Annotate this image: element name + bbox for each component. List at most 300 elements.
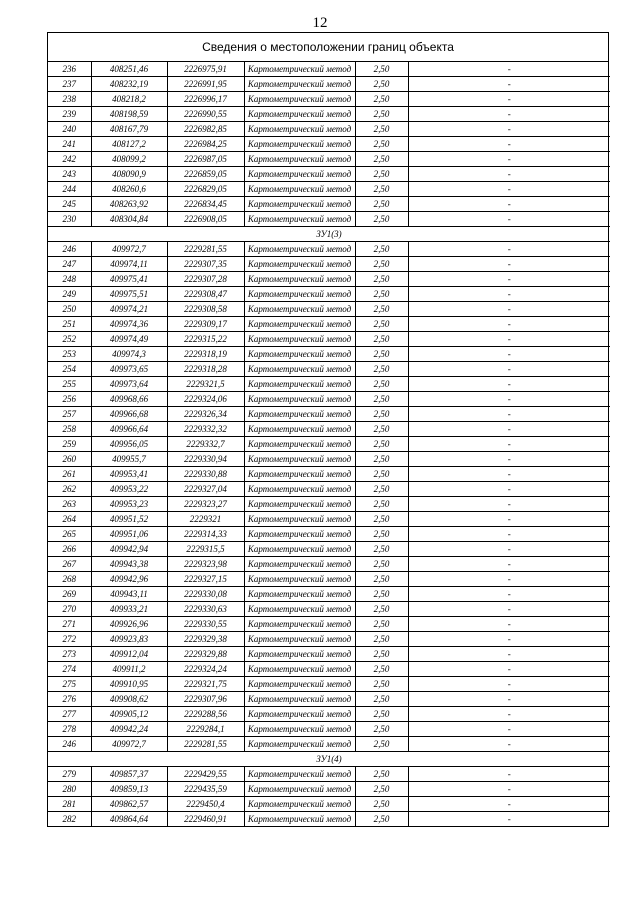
y-coordinate-cell: 2229318,28 <box>167 362 244 377</box>
method-cell: Картометрический метод <box>244 512 355 527</box>
method-cell: Картометрический метод <box>244 362 355 377</box>
y-coordinate-cell: 2229330,08 <box>167 587 244 602</box>
description-cell: - <box>408 767 610 782</box>
method-cell: Картометрический метод <box>244 347 355 362</box>
x-coordinate-cell: 409953,23 <box>91 497 167 512</box>
table-row <box>48 272 610 287</box>
y-coordinate-cell: 2226834,45 <box>167 197 244 212</box>
x-coordinate-cell: 409942,24 <box>91 722 167 737</box>
point-number-cell: 246 <box>48 737 91 752</box>
accuracy-cell: 2,50 <box>355 182 408 197</box>
accuracy-cell: 2,50 <box>355 497 408 512</box>
point-number-cell: 244 <box>48 182 91 197</box>
table-row <box>48 737 610 752</box>
x-coordinate-cell: 409973,65 <box>91 362 167 377</box>
accuracy-cell: 2,50 <box>355 347 408 362</box>
accuracy-cell: 2,50 <box>355 62 408 77</box>
description-cell: - <box>408 212 610 227</box>
y-coordinate-cell: 2229315,22 <box>167 332 244 347</box>
method-cell: Картометрический метод <box>244 467 355 482</box>
point-number-cell: 247 <box>48 257 91 272</box>
description-cell: - <box>408 482 610 497</box>
method-cell: Картометрический метод <box>244 647 355 662</box>
accuracy-cell: 2,50 <box>355 572 408 587</box>
description-cell: - <box>408 722 610 737</box>
y-coordinate-cell: 2229332,32 <box>167 422 244 437</box>
y-coordinate-cell: 2226987,05 <box>167 152 244 167</box>
x-coordinate-cell: 409953,22 <box>91 482 167 497</box>
method-cell: Картометрический метод <box>244 662 355 677</box>
table-row <box>48 497 610 512</box>
y-coordinate-cell: 2226990,55 <box>167 107 244 122</box>
accuracy-cell: 2,50 <box>355 812 408 827</box>
accuracy-cell: 2,50 <box>355 707 408 722</box>
table-row <box>48 137 610 152</box>
x-coordinate-cell: 409910,95 <box>91 677 167 692</box>
y-coordinate-cell: 2229327,04 <box>167 482 244 497</box>
table-row <box>48 167 610 182</box>
y-coordinate-cell: 2229321,5 <box>167 377 244 392</box>
accuracy-cell: 2,50 <box>355 197 408 212</box>
y-coordinate-cell: 2229323,27 <box>167 497 244 512</box>
table-row <box>48 767 610 782</box>
description-cell: - <box>408 782 610 797</box>
table-row <box>48 152 610 167</box>
method-cell: Картометрический метод <box>244 77 355 92</box>
accuracy-cell: 2,50 <box>355 107 408 122</box>
method-cell: Картометрический метод <box>244 107 355 122</box>
accuracy-cell: 2,50 <box>355 377 408 392</box>
point-number-cell: 282 <box>48 812 91 827</box>
table-row <box>48 812 610 827</box>
accuracy-cell: 2,50 <box>355 92 408 107</box>
method-cell: Картометрический метод <box>244 707 355 722</box>
table-row <box>48 482 610 497</box>
accuracy-cell: 2,50 <box>355 737 408 752</box>
y-coordinate-cell: 2226908,05 <box>167 212 244 227</box>
table-row <box>48 407 610 422</box>
method-cell: Картометрический метод <box>244 812 355 827</box>
table-row <box>48 287 610 302</box>
description-cell: - <box>408 527 610 542</box>
description-cell: - <box>408 437 610 452</box>
y-coordinate-cell: 2229318,19 <box>167 347 244 362</box>
accuracy-cell: 2,50 <box>355 77 408 92</box>
table-row <box>48 557 610 572</box>
y-coordinate-cell: 2229315,5 <box>167 542 244 557</box>
accuracy-cell: 2,50 <box>355 212 408 227</box>
table-row <box>48 512 610 527</box>
point-number-cell: 240 <box>48 122 91 137</box>
x-coordinate-cell: 409943,38 <box>91 557 167 572</box>
accuracy-cell: 2,50 <box>355 437 408 452</box>
x-coordinate-cell: 409974,3 <box>91 347 167 362</box>
table-row <box>48 242 610 257</box>
method-cell: Картометрический метод <box>244 377 355 392</box>
accuracy-cell: 2,50 <box>355 662 408 677</box>
method-cell: Картометрический метод <box>244 197 355 212</box>
table-row <box>48 77 610 92</box>
table-title: Сведения о местоположении границ объекта <box>48 33 608 62</box>
table-row <box>48 332 610 347</box>
accuracy-cell: 2,50 <box>355 467 408 482</box>
point-number-cell: 238 <box>48 92 91 107</box>
point-number-cell: 261 <box>48 467 91 482</box>
x-coordinate-cell: 408099,2 <box>91 152 167 167</box>
method-cell: Картометрический метод <box>244 482 355 497</box>
description-cell: - <box>408 542 610 557</box>
method-cell: Картометрический метод <box>244 257 355 272</box>
accuracy-cell: 2,50 <box>355 797 408 812</box>
description-cell: - <box>408 272 610 287</box>
y-coordinate-cell: 2229309,17 <box>167 317 244 332</box>
description-cell: - <box>408 452 610 467</box>
y-coordinate-cell: 2229288,56 <box>167 707 244 722</box>
accuracy-cell: 2,50 <box>355 407 408 422</box>
y-coordinate-cell: 2229460,91 <box>167 812 244 827</box>
accuracy-cell: 2,50 <box>355 482 408 497</box>
accuracy-cell: 2,50 <box>355 557 408 572</box>
table-row <box>48 797 610 812</box>
description-cell: - <box>408 632 610 647</box>
method-cell: Картометрический метод <box>244 497 355 512</box>
method-cell: Картометрический метод <box>244 317 355 332</box>
description-cell: - <box>408 182 610 197</box>
x-coordinate-cell: 409956,05 <box>91 437 167 452</box>
table-row <box>48 527 610 542</box>
method-cell: Картометрический метод <box>244 62 355 77</box>
method-cell: Картометрический метод <box>244 92 355 107</box>
coordinates-table <box>48 62 610 826</box>
table-row <box>48 452 610 467</box>
point-number-cell: 258 <box>48 422 91 437</box>
y-coordinate-cell: 2229326,34 <box>167 407 244 422</box>
point-number-cell: 269 <box>48 587 91 602</box>
x-coordinate-cell: 409912,04 <box>91 647 167 662</box>
point-number-cell: 248 <box>48 272 91 287</box>
point-number-cell: 266 <box>48 542 91 557</box>
description-cell: - <box>408 497 610 512</box>
accuracy-cell: 2,50 <box>355 287 408 302</box>
table-row <box>48 377 610 392</box>
point-number-cell: 236 <box>48 62 91 77</box>
table-row <box>48 257 610 272</box>
method-cell: Картометрический метод <box>244 767 355 782</box>
x-coordinate-cell: 409926,96 <box>91 617 167 632</box>
accuracy-cell: 2,50 <box>355 677 408 692</box>
accuracy-cell: 2,50 <box>355 122 408 137</box>
table-row <box>48 212 610 227</box>
x-coordinate-cell: 409942,96 <box>91 572 167 587</box>
point-number-cell: 245 <box>48 197 91 212</box>
description-cell: - <box>408 797 610 812</box>
y-coordinate-cell: 2229308,58 <box>167 302 244 317</box>
method-cell: Картометрический метод <box>244 587 355 602</box>
description-cell: - <box>408 587 610 602</box>
x-coordinate-cell: 409966,64 <box>91 422 167 437</box>
method-cell: Картометрический метод <box>244 287 355 302</box>
x-coordinate-cell: 408304,84 <box>91 212 167 227</box>
accuracy-cell: 2,50 <box>355 302 408 317</box>
point-number-cell: 253 <box>48 347 91 362</box>
accuracy-cell: 2,50 <box>355 257 408 272</box>
description-cell: - <box>408 377 610 392</box>
x-coordinate-cell: 409951,06 <box>91 527 167 542</box>
x-coordinate-cell: 409911,2 <box>91 662 167 677</box>
accuracy-cell: 2,50 <box>355 332 408 347</box>
point-number-cell: 249 <box>48 287 91 302</box>
y-coordinate-cell: 2229321,75 <box>167 677 244 692</box>
x-coordinate-cell: 409968,66 <box>91 392 167 407</box>
y-coordinate-cell: 2229435,59 <box>167 782 244 797</box>
table-row <box>48 722 610 737</box>
table-row <box>48 422 610 437</box>
method-cell: Картометрический метод <box>244 572 355 587</box>
y-coordinate-cell: 2226859,05 <box>167 167 244 182</box>
point-number-cell: 250 <box>48 302 91 317</box>
description-cell: - <box>408 167 610 182</box>
point-number-cell: 272 <box>48 632 91 647</box>
y-coordinate-cell: 2229307,96 <box>167 692 244 707</box>
x-coordinate-cell: 408167,79 <box>91 122 167 137</box>
point-number-cell: 237 <box>48 77 91 92</box>
table-row <box>48 647 610 662</box>
y-coordinate-cell: 2226829,05 <box>167 182 244 197</box>
description-cell: - <box>408 107 610 122</box>
table-row <box>48 707 610 722</box>
method-cell: Картометрический метод <box>244 737 355 752</box>
x-coordinate-cell: 409923,83 <box>91 632 167 647</box>
x-coordinate-cell: 409953,41 <box>91 467 167 482</box>
description-cell: - <box>408 302 610 317</box>
accuracy-cell: 2,50 <box>355 152 408 167</box>
description-cell: - <box>408 62 610 77</box>
table-row <box>48 182 610 197</box>
method-cell: Картометрический метод <box>244 182 355 197</box>
x-coordinate-cell: 409972,7 <box>91 242 167 257</box>
point-number-cell: 280 <box>48 782 91 797</box>
description-cell: - <box>408 122 610 137</box>
method-cell: Картометрический метод <box>244 272 355 287</box>
section-label: ЗУ1(4) <box>48 752 610 767</box>
description-cell: - <box>408 77 610 92</box>
point-number-cell: 271 <box>48 617 91 632</box>
x-coordinate-cell: 409955,7 <box>91 452 167 467</box>
point-number-cell: 264 <box>48 512 91 527</box>
method-cell: Картометрический метод <box>244 137 355 152</box>
accuracy-cell: 2,50 <box>355 392 408 407</box>
x-coordinate-cell: 409857,37 <box>91 767 167 782</box>
table-row <box>48 632 610 647</box>
x-coordinate-cell: 408090,9 <box>91 167 167 182</box>
table-body <box>48 62 610 826</box>
point-number-cell: 257 <box>48 407 91 422</box>
table-row <box>48 392 610 407</box>
table-row <box>48 62 610 77</box>
description-cell: - <box>408 347 610 362</box>
point-number-cell: 262 <box>48 482 91 497</box>
y-coordinate-cell: 2229284,1 <box>167 722 244 737</box>
table-row <box>48 662 610 677</box>
y-coordinate-cell: 2229332,7 <box>167 437 244 452</box>
accuracy-cell: 2,50 <box>355 317 408 332</box>
table-row <box>48 617 610 632</box>
y-coordinate-cell: 2229314,33 <box>167 527 244 542</box>
description-cell: - <box>408 407 610 422</box>
y-coordinate-cell: 2229329,38 <box>167 632 244 647</box>
x-coordinate-cell: 409951,52 <box>91 512 167 527</box>
point-number-cell: 281 <box>48 797 91 812</box>
method-cell: Картометрический метод <box>244 122 355 137</box>
method-cell: Картометрический метод <box>244 152 355 167</box>
method-cell: Картометрический метод <box>244 392 355 407</box>
method-cell: Картометрический метод <box>244 782 355 797</box>
x-coordinate-cell: 409942,94 <box>91 542 167 557</box>
description-cell: - <box>408 572 610 587</box>
accuracy-cell: 2,50 <box>355 632 408 647</box>
x-coordinate-cell: 409859,13 <box>91 782 167 797</box>
x-coordinate-cell: 409975,51 <box>91 287 167 302</box>
x-coordinate-cell: 409973,64 <box>91 377 167 392</box>
accuracy-cell: 2,50 <box>355 167 408 182</box>
y-coordinate-cell: 2229429,55 <box>167 767 244 782</box>
description-cell: - <box>408 677 610 692</box>
method-cell: Картометрический метод <box>244 167 355 182</box>
point-number-cell: 230 <box>48 212 91 227</box>
point-number-cell: 274 <box>48 662 91 677</box>
accuracy-cell: 2,50 <box>355 422 408 437</box>
section-row <box>48 227 610 242</box>
method-cell: Картометрический метод <box>244 797 355 812</box>
y-coordinate-cell: 2229321 <box>167 512 244 527</box>
description-cell: - <box>408 737 610 752</box>
x-coordinate-cell: 409974,21 <box>91 302 167 317</box>
method-cell: Картометрический метод <box>244 692 355 707</box>
point-number-cell: 252 <box>48 332 91 347</box>
point-number-cell: 254 <box>48 362 91 377</box>
method-cell: Картометрический метод <box>244 677 355 692</box>
table-row <box>48 572 610 587</box>
description-cell: - <box>408 332 610 347</box>
x-coordinate-cell: 409974,49 <box>91 332 167 347</box>
y-coordinate-cell: 2229308,47 <box>167 287 244 302</box>
x-coordinate-cell: 409862,57 <box>91 797 167 812</box>
description-cell: - <box>408 647 610 662</box>
point-number-cell: 241 <box>48 137 91 152</box>
description-cell: - <box>408 422 610 437</box>
x-coordinate-cell: 409943,11 <box>91 587 167 602</box>
accuracy-cell: 2,50 <box>355 272 408 287</box>
accuracy-cell: 2,50 <box>355 242 408 257</box>
x-coordinate-cell: 409933,21 <box>91 602 167 617</box>
accuracy-cell: 2,50 <box>355 527 408 542</box>
accuracy-cell: 2,50 <box>355 782 408 797</box>
point-number-cell: 277 <box>48 707 91 722</box>
table-row <box>48 782 610 797</box>
description-cell: - <box>408 602 610 617</box>
description-cell: - <box>408 287 610 302</box>
description-cell: - <box>408 317 610 332</box>
y-coordinate-cell: 2229327,15 <box>167 572 244 587</box>
accuracy-cell: 2,50 <box>355 137 408 152</box>
table-row <box>48 317 610 332</box>
table-row <box>48 542 610 557</box>
y-coordinate-cell: 2229324,06 <box>167 392 244 407</box>
table-row <box>48 467 610 482</box>
point-number-cell: 273 <box>48 647 91 662</box>
method-cell: Картометрический метод <box>244 632 355 647</box>
y-coordinate-cell: 2226982,85 <box>167 122 244 137</box>
table-row <box>48 122 610 137</box>
x-coordinate-cell: 409864,64 <box>91 812 167 827</box>
method-cell: Картометрический метод <box>244 527 355 542</box>
description-cell: - <box>408 92 610 107</box>
point-number-cell: 243 <box>48 167 91 182</box>
method-cell: Картометрический метод <box>244 302 355 317</box>
y-coordinate-cell: 2229281,55 <box>167 242 244 257</box>
method-cell: Картометрический метод <box>244 212 355 227</box>
point-number-cell: 263 <box>48 497 91 512</box>
point-number-cell: 265 <box>48 527 91 542</box>
y-coordinate-cell: 2229281,55 <box>167 737 244 752</box>
point-number-cell: 251 <box>48 317 91 332</box>
y-coordinate-cell: 2226975,91 <box>167 62 244 77</box>
point-number-cell: 259 <box>48 437 91 452</box>
method-cell: Картометрический метод <box>244 617 355 632</box>
accuracy-cell: 2,50 <box>355 692 408 707</box>
accuracy-cell: 2,50 <box>355 767 408 782</box>
description-cell: - <box>408 707 610 722</box>
description-cell: - <box>408 242 610 257</box>
method-cell: Картометрический метод <box>244 557 355 572</box>
method-cell: Картометрический метод <box>244 422 355 437</box>
y-coordinate-cell: 2226991,95 <box>167 77 244 92</box>
accuracy-cell: 2,50 <box>355 722 408 737</box>
point-number-cell: 276 <box>48 692 91 707</box>
x-coordinate-cell: 409974,36 <box>91 317 167 332</box>
table-row <box>48 302 610 317</box>
y-coordinate-cell: 2229330,55 <box>167 617 244 632</box>
y-coordinate-cell: 2226996,17 <box>167 92 244 107</box>
accuracy-cell: 2,50 <box>355 542 408 557</box>
method-cell: Картометрический метод <box>244 332 355 347</box>
y-coordinate-cell: 2229329,88 <box>167 647 244 662</box>
table-row <box>48 602 610 617</box>
y-coordinate-cell: 2229307,35 <box>167 257 244 272</box>
section-row <box>48 752 610 767</box>
description-cell: - <box>408 362 610 377</box>
description-cell: - <box>408 617 610 632</box>
y-coordinate-cell: 2229323,98 <box>167 557 244 572</box>
accuracy-cell: 2,50 <box>355 362 408 377</box>
point-number-cell: 239 <box>48 107 91 122</box>
y-coordinate-cell: 2229330,94 <box>167 452 244 467</box>
description-cell: - <box>408 812 610 827</box>
description-cell: - <box>408 512 610 527</box>
accuracy-cell: 2,50 <box>355 602 408 617</box>
point-number-cell: 260 <box>48 452 91 467</box>
description-cell: - <box>408 467 610 482</box>
x-coordinate-cell: 408251,46 <box>91 62 167 77</box>
accuracy-cell: 2,50 <box>355 512 408 527</box>
method-cell: Картометрический метод <box>244 437 355 452</box>
accuracy-cell: 2,50 <box>355 587 408 602</box>
point-number-cell: 275 <box>48 677 91 692</box>
method-cell: Картометрический метод <box>244 602 355 617</box>
table-row <box>48 197 610 212</box>
table-row <box>48 362 610 377</box>
description-cell: - <box>408 557 610 572</box>
